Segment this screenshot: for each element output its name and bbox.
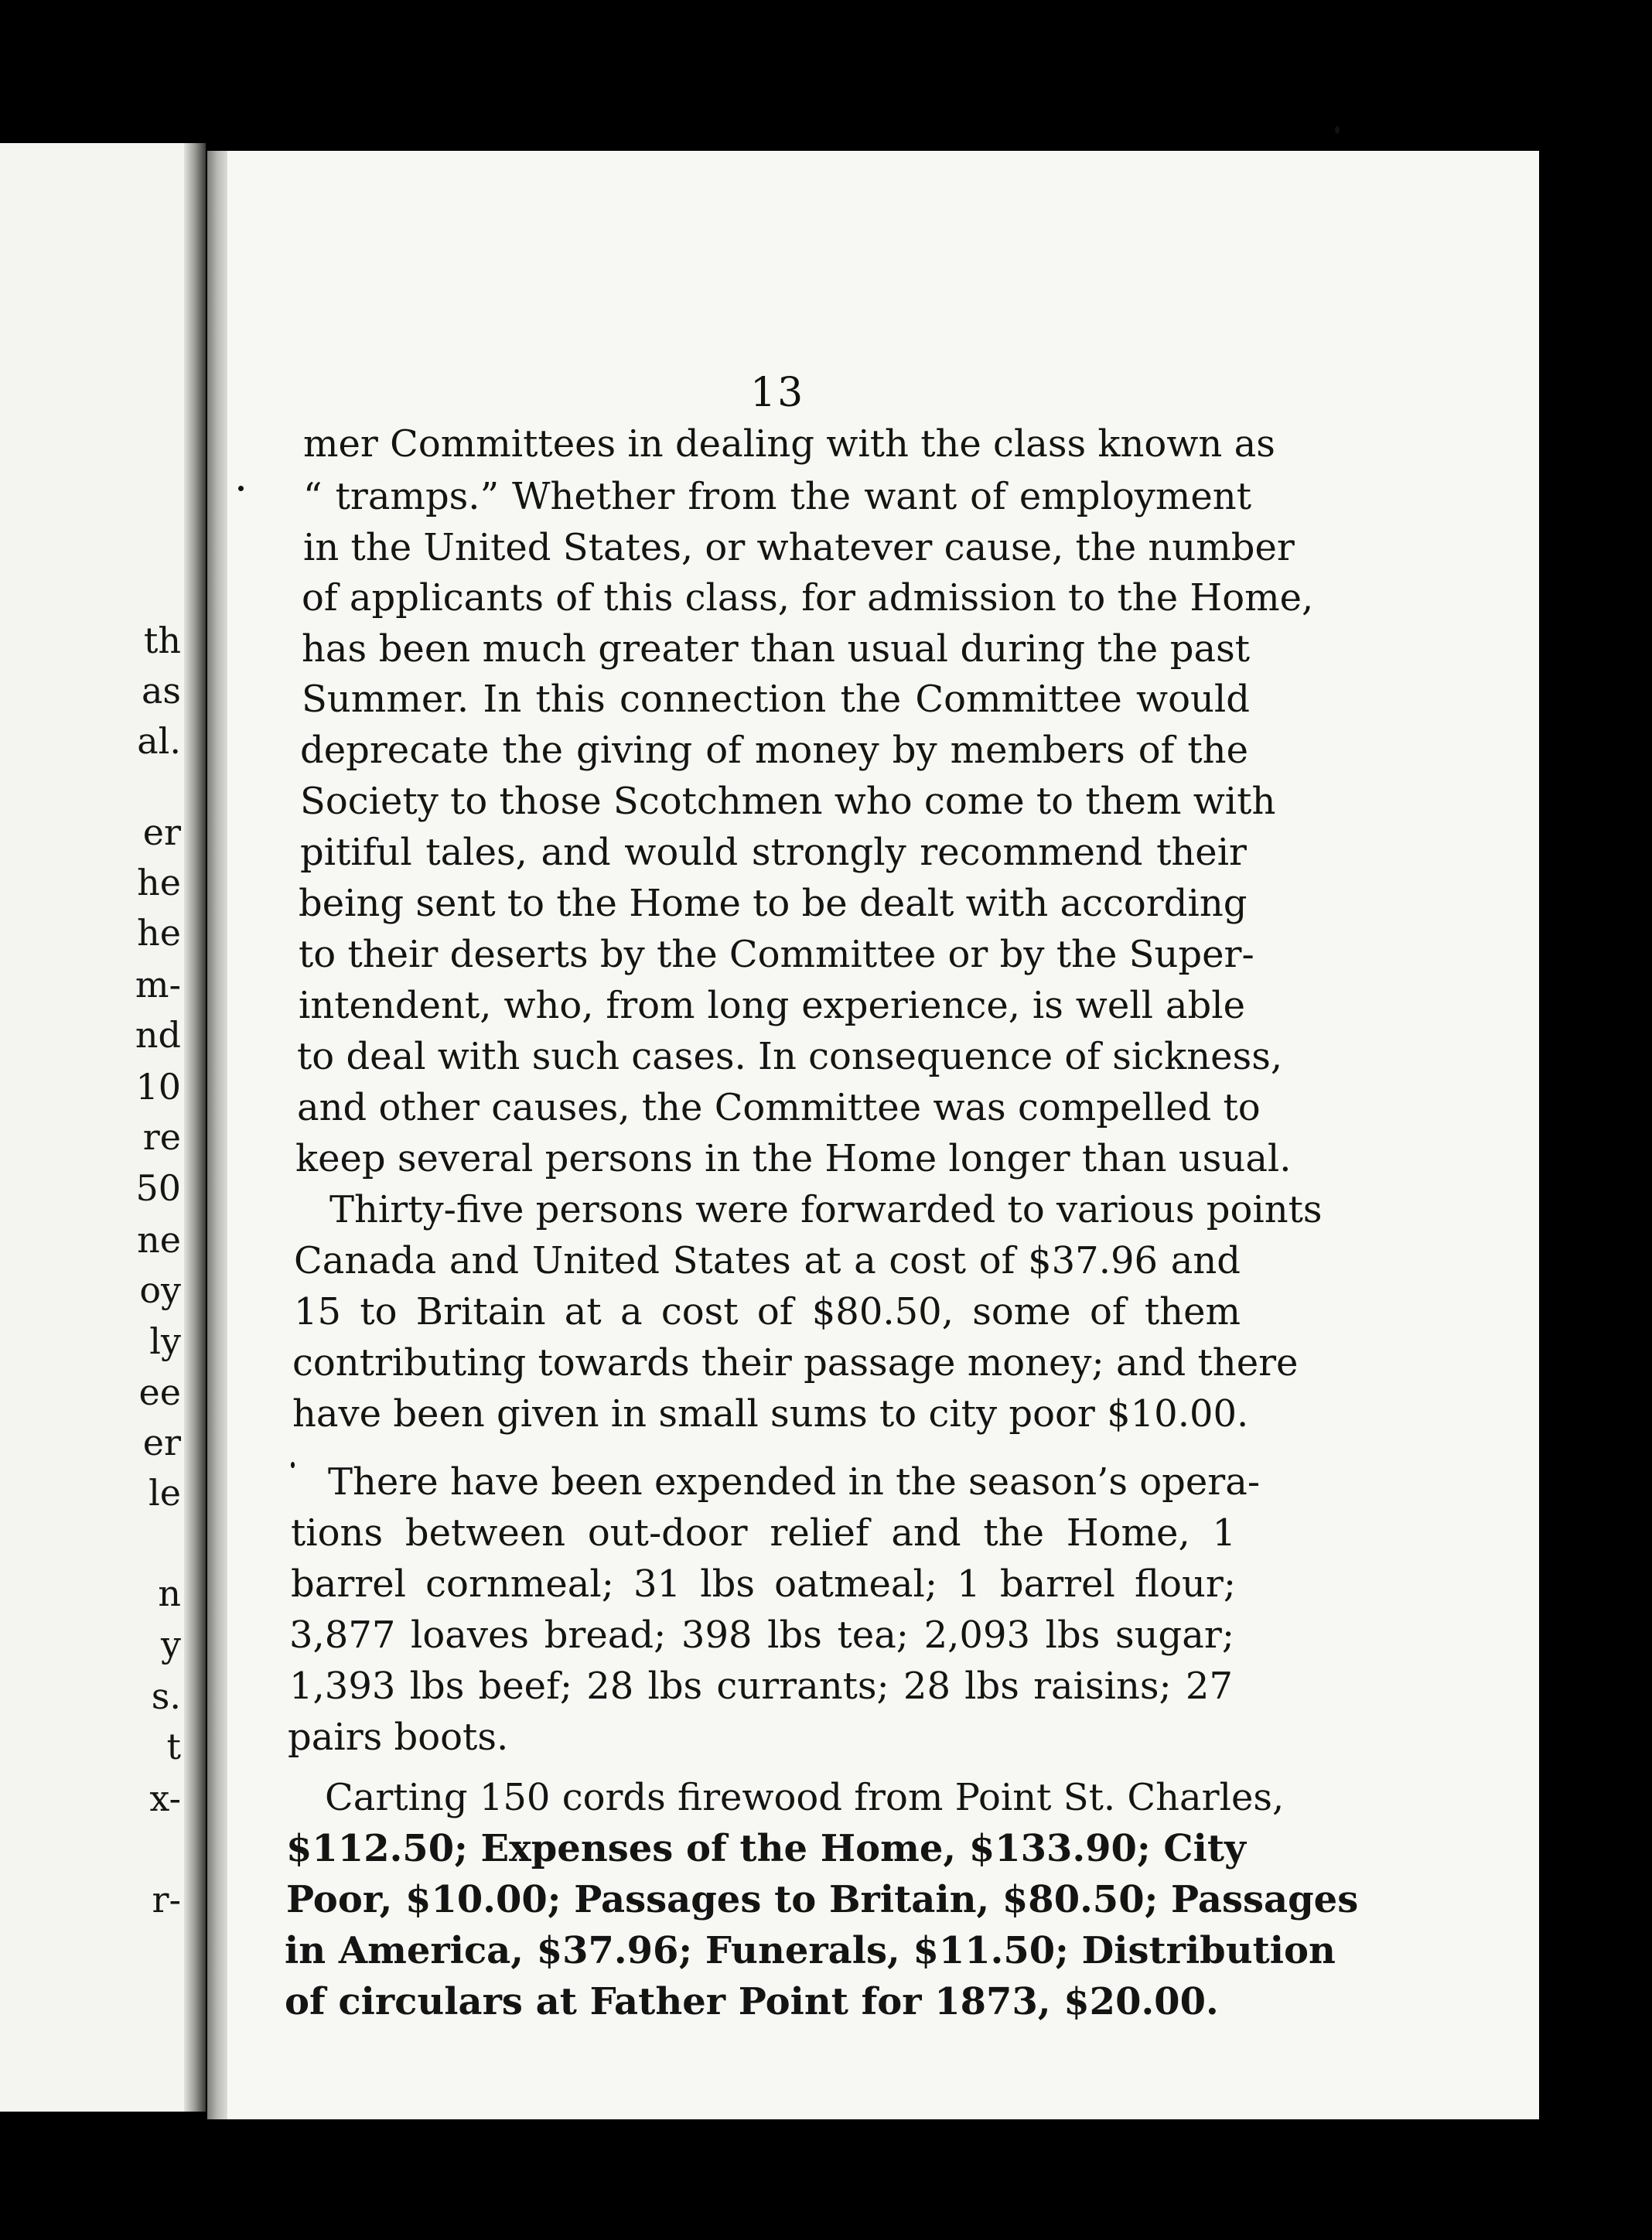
left-facing-page — [0, 143, 193, 2112]
text-line: Thirty-five persons were forwarded to various points — [329, 1188, 1323, 1231]
left-page-fragment: 50 — [135, 1167, 181, 1209]
scan-speck — [1335, 126, 1340, 134]
text-line: Society to those Scotchmen who come to them with — [300, 780, 1276, 823]
book-gutter-shadow — [184, 143, 206, 2112]
left-page-fragment: s. — [151, 1675, 181, 1717]
text-line: 15 to Britain at a cost of $80.50, some of them — [294, 1290, 1241, 1333]
left-page-fragment: ly — [149, 1320, 181, 1362]
left-page-fragment: 10 — [135, 1066, 181, 1108]
text-line: tions between out-door relief and the Home, 1 — [291, 1511, 1236, 1555]
text-line: to deal with such cases. In consequence of sickness, — [297, 1035, 1283, 1078]
left-page-fragment: ne — [137, 1219, 181, 1261]
left-page-fragment: er — [142, 811, 181, 853]
left-page-fragment: nd — [135, 1014, 181, 1056]
left-page-fragment: er — [142, 1422, 181, 1463]
text-line: in America, $37.96; Funerals, $11.50; Distribution — [285, 1929, 1336, 1972]
left-page-fragment: t — [166, 1726, 181, 1767]
text-line: have been given in small sums to city poor $10.00. — [292, 1392, 1249, 1436]
left-page-fragment: he — [137, 862, 181, 903]
text-line: and other causes, the Committee was compelled to — [297, 1086, 1261, 1129]
text-line: 3,877 loaves bread; 398 lbs tea; 2,093 lbs sugar; — [289, 1613, 1234, 1657]
page-spine-shadow — [207, 151, 227, 2119]
text-line: $112.50; Expenses of the Home, $133.90; City — [286, 1827, 1246, 1870]
left-page-fragment: as — [141, 670, 181, 712]
text-line: contributing towards their passage money; and there — [292, 1341, 1299, 1385]
text-line: barrel cornmeal; 31 lbs oatmeal; 1 barrel flour; — [291, 1562, 1236, 1606]
text-line: of applicants of this class, for admission to the Home, — [302, 576, 1314, 620]
text-line: being sent to the Home to be dealt with according — [299, 882, 1248, 925]
text-line: “ tramps.” Whether from the want of employment — [303, 475, 1251, 518]
left-page-fragment: y — [161, 1624, 181, 1665]
text-line: Poor, $10.00; Passages to Britain, $80.50; Passages — [286, 1878, 1359, 1921]
text-line: Carting 150 cords firewood from Point St. Charles, — [325, 1776, 1285, 1819]
text-line: 1,393 lbs beef; 28 lbs currants; 28 lbs raisins; 27 — [289, 1665, 1233, 1708]
text-line: There have been expended in the season’s opera- — [328, 1460, 1261, 1504]
left-page-fragment: ee — [138, 1371, 181, 1413]
text-line: intendent, who, from long experience, is well able — [299, 984, 1245, 1027]
left-page-fragment: oy — [139, 1269, 181, 1311]
left-page-fragment: th — [143, 620, 181, 661]
text-line: deprecate the giving of money by members of the — [300, 729, 1248, 772]
left-page-fragment: al. — [137, 720, 181, 762]
text-line: pairs boots. — [288, 1716, 509, 1759]
text-line: keep several persons in the Home longer than usual. — [295, 1137, 1292, 1180]
scan-speck — [238, 486, 244, 491]
text-line: of circulars at Father Point for 1873, $20.00. — [285, 1980, 1219, 2023]
text-line: in the United States, or whatever cause, the number — [303, 526, 1295, 569]
text-line: mer Committees in dealing with the class known as — [303, 422, 1275, 466]
left-page-fragment: he — [137, 912, 181, 954]
left-page-fragment: r- — [152, 1879, 181, 1921]
left-page-fragment: n — [158, 1572, 181, 1614]
text-line: Summer. In this connection the Committee would — [302, 678, 1250, 721]
text-line: to their deserts by the Committee or by the Super- — [299, 933, 1254, 976]
left-page-fragment: x- — [149, 1777, 181, 1819]
page-number: 13 — [750, 370, 805, 416]
scan-speck — [291, 1462, 295, 1468]
left-page-fragment: m- — [135, 964, 181, 1006]
text-line: Canada and United States at a cost of $37.96 and — [294, 1239, 1241, 1282]
left-page-fragment: le — [148, 1472, 181, 1514]
text-line: pitiful tales, and would strongly recommend their — [300, 831, 1247, 874]
left-page-fragment: re — [142, 1116, 181, 1158]
text-line: has been much greater than usual during the past — [302, 627, 1250, 671]
